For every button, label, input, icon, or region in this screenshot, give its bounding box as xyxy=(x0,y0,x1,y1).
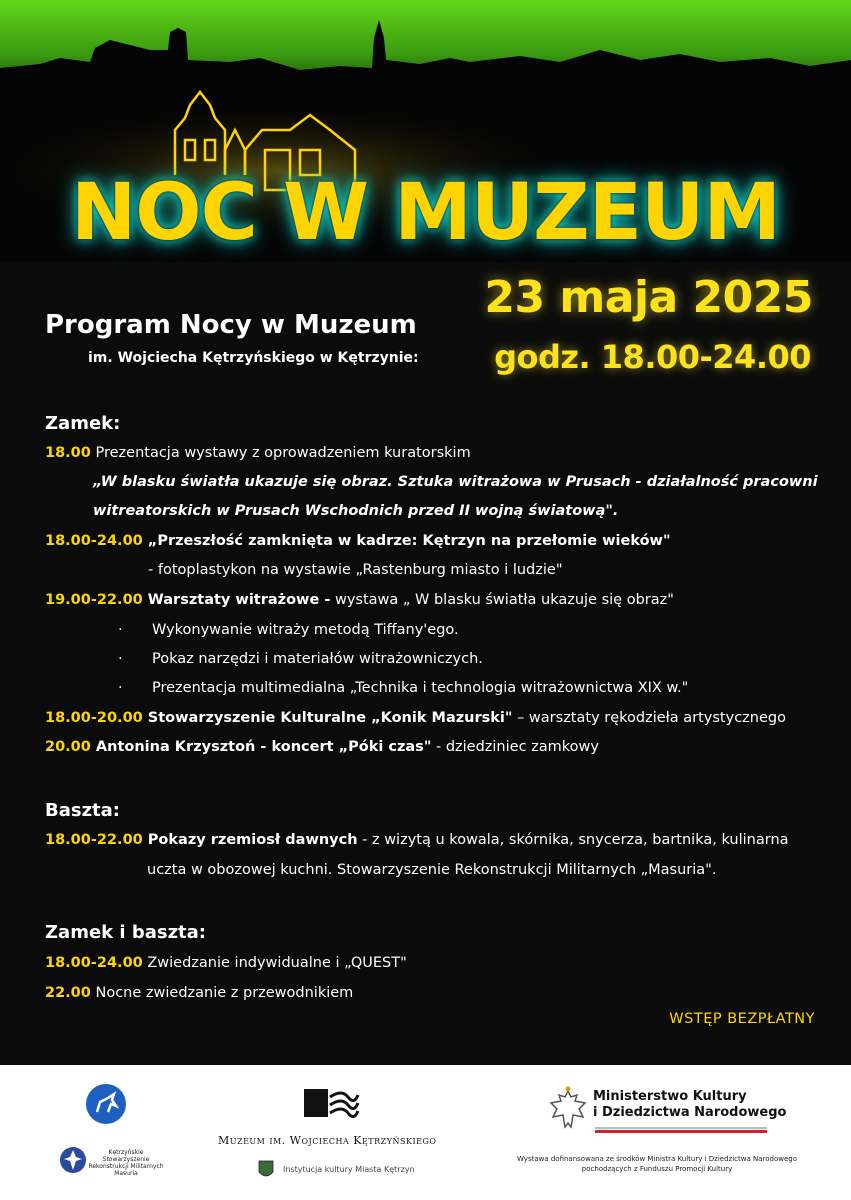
event-text: - dziedziniec zamkowy xyxy=(431,739,599,755)
event-text: wystawa „ W blasku światła ukazuje się obraz" xyxy=(330,592,674,608)
event-title: Warsztaty witrażowe - xyxy=(142,592,331,608)
list-item xyxy=(118,622,459,638)
funding-note: Wystawa dofinansowana ze środków Ministra Kultury i Dziedzictwa Narodowego pochodzących z Funduszu Promocji Kultury xyxy=(517,1155,797,1173)
event-detail: uczta w obozowej kuchni. Stowarzyszenie Rekonstrukcji Militarnych „Masuria". xyxy=(147,862,717,878)
ministry-name-line-1: Ministerstwo Kultury xyxy=(593,1089,747,1104)
event-title: Pokazy rzemiosł dawnych xyxy=(142,832,358,848)
section-heading-baszta: Baszta: xyxy=(45,800,121,821)
event-text: - z wizytą u kowala, skórnika, snycerza, bartnika, kulinarna xyxy=(357,832,789,848)
free-entry-label: WSTĘP BEZPŁATNY xyxy=(669,1011,815,1027)
schedule-item xyxy=(45,533,671,549)
schedule-item xyxy=(45,592,674,608)
schedule-item xyxy=(45,739,599,755)
association-name: Kętrzyńskie Stowarzyszenie Rekonstrukcji Militarnych Masuria xyxy=(88,1149,164,1177)
event-time: 18.00-20.00 xyxy=(45,710,143,726)
event-text: – warsztaty rękodzieła artystycznego xyxy=(512,710,786,726)
bullet-icon: · xyxy=(118,622,123,638)
event-time: 18.00-24.00 xyxy=(45,533,143,549)
ministry-name-line-2: i Dziedzictwa Narodowego xyxy=(593,1105,787,1120)
event-title: Stowarzyszenie Kulturalne „Konik Mazurski" xyxy=(142,710,513,726)
list-item-text: Wykonywanie witraży metodą Tiffany'ego. xyxy=(152,622,459,638)
museum-logo-icon xyxy=(302,1085,360,1121)
horse-association-logo-icon xyxy=(84,1082,128,1126)
poster-title: NOC W MUZEUM xyxy=(71,168,780,258)
exhibition-quote-line-1: „W blasku światła ukazuje się obraz. Sztuka witrażowa w Prusach - działalność pracowni xyxy=(93,474,818,490)
event-time: 18.00-24.00 xyxy=(45,955,143,971)
event-title: „Przeszłość zamknięta w kadrze: Kętrzyn na przełomie wieków" xyxy=(142,533,671,549)
event-time: 19.00-22.00 xyxy=(45,592,143,608)
exhibition-quote-line-2: witreatorskich w Prusach Wschodnich przed II wojną światową". xyxy=(93,503,619,519)
schedule-item xyxy=(45,445,471,461)
city-institution-label: Instytucja kultury Miasta Kętrzyn xyxy=(283,1165,415,1174)
event-time: 22.00 xyxy=(45,985,91,1001)
event-time: 20.00 xyxy=(45,739,91,755)
event-time: 18.00 xyxy=(45,445,91,461)
list-item xyxy=(118,680,688,696)
event-text: Zwiedzanie indywidualne i „QUEST" xyxy=(142,955,407,971)
event-hours: godz. 18.00-24.00 xyxy=(494,338,811,376)
event-detail: - fotoplastykon na wystawie „Rastenburg miasto i ludzie" xyxy=(148,562,563,578)
list-item-text: Prezentacja multimedialna „Technika i technologia witrażownictwa XIX w." xyxy=(152,680,689,696)
event-title: Antonina Krzysztoń - koncert „Póki czas" xyxy=(90,739,432,755)
schedule-item xyxy=(45,832,789,848)
list-item xyxy=(118,651,483,667)
event-date: 23 maja 2025 xyxy=(484,272,813,323)
museum-name: Muzeum im. Wojciecha Kętrzyńskiego xyxy=(218,1134,437,1147)
schedule-item xyxy=(45,955,407,971)
schedule-item xyxy=(45,710,786,726)
section-heading-zamek: Zamek: xyxy=(45,413,121,434)
polish-eagle-emblem-icon xyxy=(545,1085,591,1133)
ministry-rule-top xyxy=(595,1127,767,1129)
section-heading-zamek-i-baszta: Zamek i baszta: xyxy=(45,922,207,943)
ministry-rule-red xyxy=(595,1130,767,1133)
program-title: Program Nocy w Muzeum xyxy=(45,310,417,340)
fleur-de-lis-logo-icon xyxy=(58,1145,88,1175)
list-item-text: Pokaz narzędzi i materiałów witrażowniczych. xyxy=(152,651,483,667)
city-crest-icon xyxy=(258,1160,274,1180)
bullet-icon: · xyxy=(118,680,123,696)
event-text: Nocne zwiedzanie z przewodnikiem xyxy=(90,985,354,1001)
ministry-name xyxy=(593,1089,786,1121)
program-subtitle: im. Wojciecha Kętrzyńskiego w Kętrzynie: xyxy=(88,350,419,366)
event-text: Prezentacja wystawy z oprowadzeniem kuratorskim xyxy=(90,445,471,461)
bullet-icon: · xyxy=(118,651,123,667)
event-time: 18.00-22.00 xyxy=(45,832,143,848)
schedule-item xyxy=(45,985,353,1001)
